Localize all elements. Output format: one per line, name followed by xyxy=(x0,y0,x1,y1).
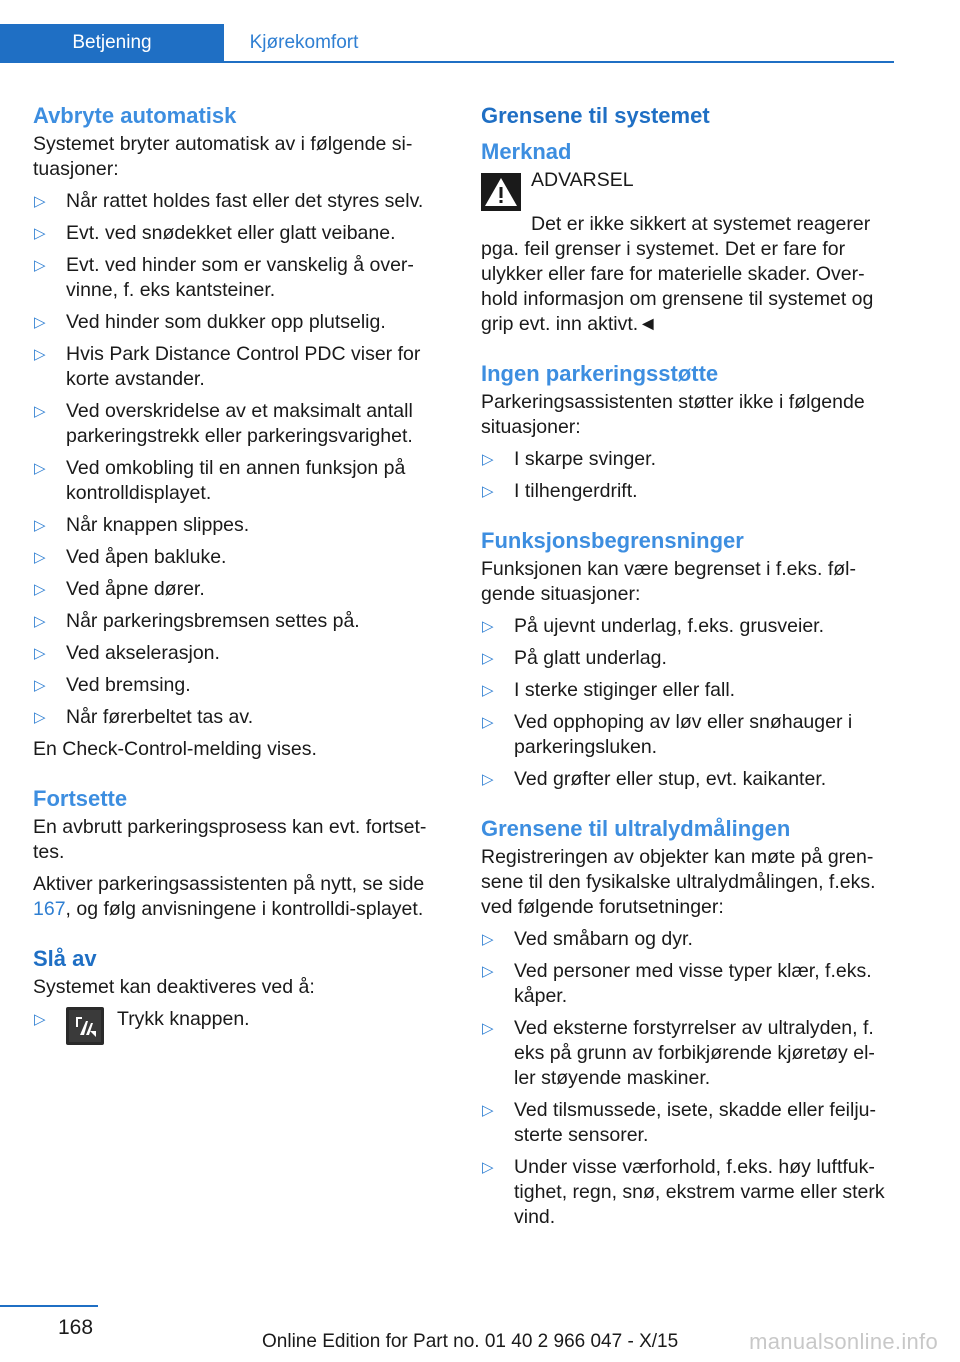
list-item-text: Ved omkobling til en annen funksjon på kontrolldisplayet. xyxy=(66,457,406,504)
heading-grensene-ultralyd: Grensene til ultralydmålingen xyxy=(481,816,791,841)
paragraph-avbryte-outro: En Check-Control-melding vises. xyxy=(33,738,317,760)
list-item xyxy=(33,399,445,449)
list-item-text: Ved småbarn og dyr. xyxy=(514,928,693,950)
list-item xyxy=(33,310,445,335)
bullet-triangle-icon: ▷ xyxy=(34,613,46,630)
list-item-text: Når førerbeltet tas av. xyxy=(66,706,254,728)
bullet-triangle-icon: ▷ xyxy=(34,193,46,210)
paragraph-fortsette-1: En avbrutt parkeringsprosess kan evt. fortset-tes. xyxy=(33,816,427,863)
tab-betjening[interactable]: Betjening xyxy=(0,24,224,61)
list-item xyxy=(33,1007,445,1051)
bullet-triangle-icon: ▷ xyxy=(482,483,494,500)
bullet-triangle-icon: ▷ xyxy=(34,581,46,598)
paragraph-fortsette-2 xyxy=(33,872,445,922)
list-item-text: Under visse værforhold, f.eks. høy luftfuk-tighet, regn, snø, ekstrem varme eller sterk vind. xyxy=(514,1156,885,1228)
list-item xyxy=(33,673,445,698)
list-item-text: På glatt underlag. xyxy=(514,647,667,669)
heading-ingen-parkeringsstotte: Ingen parkeringsstøtte xyxy=(481,361,719,386)
bullet-triangle-icon: ▷ xyxy=(482,451,494,468)
list-item xyxy=(33,456,445,506)
list-item-text: I tilhengerdrift. xyxy=(514,480,638,502)
list-item-text: Ved eksterne forstyrrelser av ultralyden, f. eks på grunn av forbikjørende kjøretøy el-ler støyende maskiner. xyxy=(514,1017,875,1089)
bullet-triangle-icon: ▷ xyxy=(34,517,46,534)
list-item xyxy=(481,1155,895,1230)
list-item xyxy=(33,513,445,538)
list-item-text: Ved tilsmussede, isete, skadde eller feilju-sterte sensorer. xyxy=(514,1099,877,1146)
heading-fortsette: Fortsette xyxy=(33,786,128,811)
warning-block xyxy=(481,168,895,214)
list-item-text: Ved opphoping av løv eller snøhauger i parkeringsluken. xyxy=(514,711,853,758)
list-slaa-av xyxy=(33,1007,445,1051)
header-tabs xyxy=(0,24,894,63)
warning-text: Det er ikke sikkert at systemet reagerer pga. feil grenser i systemet. Det er fare for ulykker eller fare for materielle skader. Over-hold informasjon om grensene til systemet og grip evt. inn aktivt.◄ xyxy=(481,213,874,335)
list-item-text: Ved åpen bakluke. xyxy=(66,546,227,568)
list-item-text: Hvis Park Distance Control PDC viser for korte avstander. xyxy=(66,343,421,390)
list-item-text: Ved hinder som dukker opp plutselig. xyxy=(66,311,386,333)
heading-avbryte-automatisk: Avbryte automatisk xyxy=(33,103,237,128)
bullet-triangle-icon: ▷ xyxy=(34,645,46,662)
list-item xyxy=(481,710,895,760)
list-item-text: Når knappen slippes. xyxy=(66,514,250,536)
list-item xyxy=(481,1098,895,1148)
page-link-167[interactable]: 167 xyxy=(33,898,66,920)
list-item xyxy=(481,447,895,472)
list-item xyxy=(481,678,895,703)
list-item xyxy=(33,545,445,570)
watermark: manualsonline.info xyxy=(749,1329,938,1354)
list-item-text: Ved grøfter eller stup, evt. kaikanter. xyxy=(514,768,827,790)
paragraph-avbryte-intro: Systemet bryter automatisk av i følgende si-tuasjoner: xyxy=(33,133,413,180)
list-item-text: Ved personer med visse typer klær, f.eks. kåper. xyxy=(514,960,872,1007)
bullet-triangle-icon: ▷ xyxy=(34,1011,46,1028)
left-column xyxy=(33,100,445,1058)
list-item-text: Ved bremsing. xyxy=(66,674,191,696)
list-item xyxy=(481,646,895,671)
edition-text: Online Edition for Part no. 01 40 2 966 047 - X/15 xyxy=(262,1331,679,1352)
warning-triangle-icon xyxy=(481,173,521,211)
list-item-text: Ved overskridelse av et maksimalt antall parkeringstrekk eller parkeringsvarighet. xyxy=(66,400,413,447)
list-item xyxy=(33,221,445,246)
list-ingen xyxy=(481,447,895,504)
fortsette-text-a: Aktiver parkeringsassistenten på nytt, se side xyxy=(33,873,425,895)
list-item-text: Evt. ved snødekket eller glatt veibane. xyxy=(66,222,396,244)
bullet-triangle-icon: ▷ xyxy=(482,618,494,635)
list-item-text: Når rattet holdes fast eller det styres selv. xyxy=(66,190,424,212)
page-number: 168 xyxy=(58,1316,94,1339)
slaa-av-item-text: Trykk knappen. xyxy=(117,1008,250,1030)
heading-slaa-av: Slå av xyxy=(33,946,97,971)
bullet-triangle-icon: ▷ xyxy=(482,1020,494,1037)
list-item-text: Ved åpne dører. xyxy=(66,578,205,600)
list-item xyxy=(33,253,445,303)
list-item-text: I skarpe svinger. xyxy=(514,448,656,470)
bullet-triangle-icon: ▷ xyxy=(482,931,494,948)
tab-kjorekomfort[interactable]: Kjørekomfort xyxy=(249,32,359,53)
heading-merknad: Merknad xyxy=(481,139,572,164)
list-item xyxy=(33,609,445,634)
bullet-triangle-icon: ▷ xyxy=(34,314,46,331)
bullet-triangle-icon: ▷ xyxy=(34,257,46,274)
heading-funksjonsbegrensninger: Funksjonsbegrensninger xyxy=(481,528,744,553)
list-item xyxy=(481,614,895,639)
list-item xyxy=(481,479,895,504)
list-item-text: I sterke stiginger eller fall. xyxy=(514,679,736,701)
list-item-text: Evt. ved hinder som er vanskelig å over-vinne, f. eks kantsteiner. xyxy=(66,254,414,301)
list-ultra xyxy=(481,927,895,1230)
list-item xyxy=(481,927,895,952)
bullet-triangle-icon: ▷ xyxy=(482,771,494,788)
right-column xyxy=(481,100,895,1237)
bullet-triangle-icon: ▷ xyxy=(34,225,46,242)
list-item xyxy=(33,705,445,730)
bullet-triangle-icon: ▷ xyxy=(482,963,494,980)
bullet-triangle-icon: ▷ xyxy=(34,677,46,694)
warning-title: ADVARSEL xyxy=(531,169,634,191)
bullet-triangle-icon: ▷ xyxy=(34,709,46,726)
heading-grensene-til-systemet: Grensene til systemet xyxy=(481,103,710,128)
paragraph-slaa-av-intro: Systemet kan deaktiveres ved å: xyxy=(33,976,315,998)
list-item-text: Når parkeringsbremsen settes på. xyxy=(66,610,360,632)
bullet-triangle-icon: ▷ xyxy=(34,460,46,477)
list-item xyxy=(481,1016,895,1091)
bullet-triangle-icon: ▷ xyxy=(482,1102,494,1119)
list-item xyxy=(33,189,445,214)
paragraph-funksjon-intro: Funksjonen kan være begrenset i f.eks. føl-gende situasjoner: xyxy=(481,558,857,605)
list-funksjon xyxy=(481,614,895,792)
bullet-triangle-icon: ▷ xyxy=(482,714,494,731)
park-assist-button-icon xyxy=(66,1007,104,1045)
list-avbryte xyxy=(33,189,445,730)
list-item-text: På ujevnt underlag, f.eks. grusveier. xyxy=(514,615,825,637)
paragraph-ingen-intro: Parkeringsassistenten støtter ikke i følgende situasjoner: xyxy=(481,391,865,438)
footer-rule xyxy=(0,1305,98,1307)
bullet-triangle-icon: ▷ xyxy=(34,549,46,566)
paragraph-ultra-intro: Registreringen av objekter kan møte på gren-sene til den fysikalske ultralydmålingen, f.eks. ved følgende forutsetninger: xyxy=(481,846,876,918)
list-item-text: Ved akselerasjon. xyxy=(66,642,220,664)
list-item xyxy=(33,342,445,392)
bullet-triangle-icon: ▷ xyxy=(482,682,494,699)
bullet-triangle-icon: ▷ xyxy=(34,346,46,363)
bullet-triangle-icon: ▷ xyxy=(482,1159,494,1176)
bullet-triangle-icon: ▷ xyxy=(482,650,494,667)
list-item xyxy=(33,577,445,602)
list-item xyxy=(33,641,445,666)
bullet-triangle-icon: ▷ xyxy=(34,403,46,420)
fortsette-text-b: , og følg anvisningene i kontrolldi-splayet. xyxy=(65,898,424,920)
list-item xyxy=(481,959,895,1009)
list-item xyxy=(481,767,895,792)
